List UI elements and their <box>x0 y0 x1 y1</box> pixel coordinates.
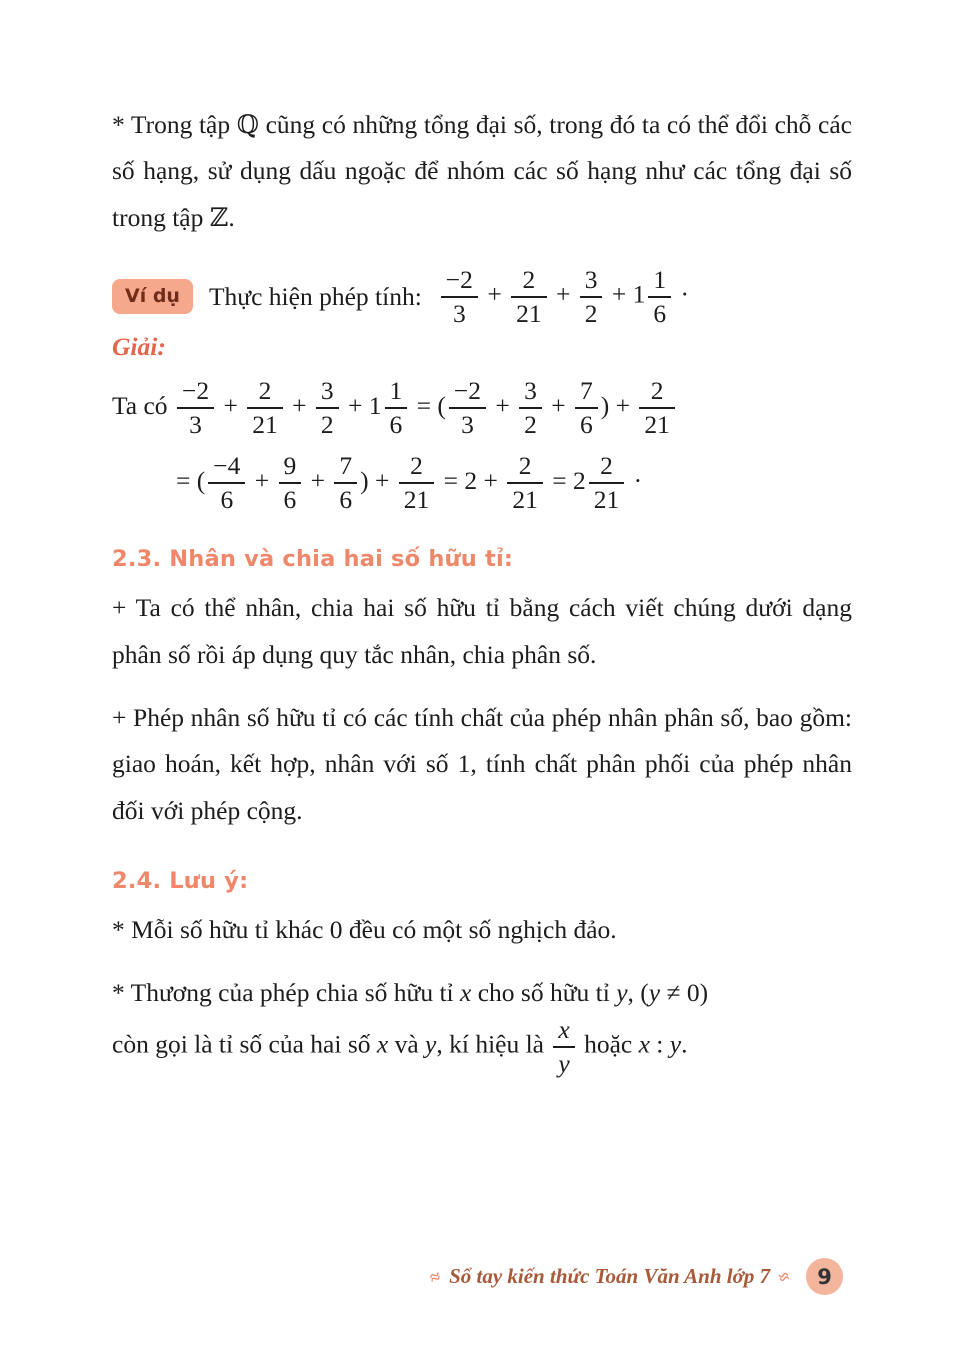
fraction: $\frac{-2}{3}$ <box>441 267 478 326</box>
example-row <box>112 267 852 326</box>
footer-ornament-right-icon: ≈ <box>776 1265 792 1288</box>
fraction: $\frac{3}{2}$ <box>519 378 542 437</box>
note-ratio: * Thương của phép chia số hữu tỉ x cho số hữu tỉ y, (y ≠ 0) còn gọi là tỉ số của hai số x và y, kí hiệu là $\frac{x}{y}$ hoặc x : y. <box>112 977 709 1078</box>
fraction: $\frac{3}{2}$ <box>316 378 339 437</box>
fraction: $\frac{7}{6}$ <box>575 378 598 437</box>
example-prompt: Thực hiện phép tính: <box>208 281 422 311</box>
fraction: $\frac{-4}{6}$ <box>208 453 245 512</box>
fraction: $\frac{2}{21}$ <box>511 267 547 326</box>
page-footer <box>0 1258 961 1295</box>
fraction: $\frac{9}{6}$ <box>279 453 302 512</box>
fraction: $\frac{2}{21}$ <box>507 453 543 512</box>
solution-line-2-math: = ( $\frac{-4}{6}$ + $\frac{9}{6}$ + $\frac{7}{6}$ ) + $\frac{2}{21}$ = 2 + $\frac{2}{21}$ = 2 $\frac{2}{21}$ · <box>176 451 643 514</box>
example-expression: $\frac{-2}{3}$ + $\frac{2}{21}$ + $\frac{3}{2}$ + 1 $\frac{1}{6}$ · <box>438 267 689 326</box>
fraction: $\frac{-2}{3}$ <box>177 378 214 437</box>
fraction: $\frac{1}{6}$ <box>385 378 408 437</box>
solution-line-1 <box>112 378 852 437</box>
section-2-4-heading: 2.4. Lưu ý: <box>112 868 249 895</box>
footer-book-title: Sổ tay kiến thức Toán Văn Anh lớp 7 <box>449 1264 771 1288</box>
fraction: $\frac{3}{2}$ <box>580 267 603 326</box>
example-badge: Ví dụ <box>112 279 193 314</box>
note-reciprocal: * Mỗi số hữu tỉ khác 0 đều có một số nghịch đảo. <box>112 915 617 945</box>
fraction: $\frac{2}{21}$ <box>639 378 675 437</box>
fraction: $\frac{2}{21}$ <box>589 453 625 512</box>
footer-ornament-left-icon: ≈ <box>427 1265 443 1288</box>
fraction: $\frac{7}{6}$ <box>334 453 357 512</box>
fraction: $\frac{2}{21}$ <box>247 378 283 437</box>
solution-line-1-math: Ta có $\frac{-2}{3}$ + $\frac{2}{21}$ + $\frac{3}{2}$ + 1 $\frac{1}{6}$ = ( $\frac{-2}{3}$ + $\frac{3}{2}$ + $\frac{7}{6}$ ) + $\frac{2}{21}$ <box>112 391 678 420</box>
page-content <box>112 102 852 1076</box>
solution-label: Giải: <box>112 332 166 362</box>
fraction: $\frac{2}{21}$ <box>399 453 435 512</box>
fraction: $\frac{x}{y}$ <box>553 1017 574 1076</box>
fraction: $\frac{-2}{3}$ <box>449 378 486 437</box>
section-2-3-item-2: + Phép nhân số hữu tỉ có các tính chất của phép nhân phân số, bao gồm: giao hoán, kết hợp, nhân với số 1, tính chất phân phối của phép nhân đối với phép cộng. <box>112 703 852 825</box>
solution-line-2 <box>112 453 852 512</box>
section-2-3-item-1: + Ta có thể nhân, chia hai số hữu tỉ bằng cách viết chúng dưới dạng phân số rồi áp dụng quy tắc nhân, chia phân số. <box>112 593 852 669</box>
section-2-3-heading: 2.3. Nhân và chia hai số hữu tỉ: <box>112 546 514 573</box>
page-number-badge: 9 <box>806 1258 843 1295</box>
intro-paragraph: * Trong tập ℚ cũng có những tổng đại số, trong đó ta có thể đổi chỗ các số hạng, sử dụng dấu ngoặc để nhóm các số hạng như các tổng đại số trong tập ℤ. <box>112 110 852 232</box>
fraction: $\frac{1}{6}$ <box>648 267 671 326</box>
